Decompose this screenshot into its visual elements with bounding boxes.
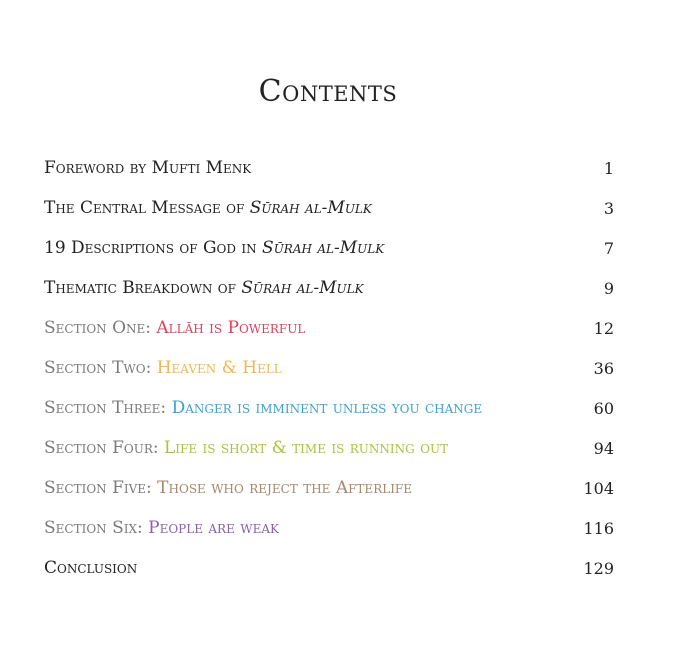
toc-entry-label <box>44 278 364 298</box>
toc-entry-label <box>44 478 412 498</box>
toc-entry-label <box>44 358 282 378</box>
toc-entry-label <box>44 318 305 338</box>
section-prefix: Section Five: <box>44 478 152 498</box>
section-prefix: Section One: <box>44 318 151 338</box>
toc-entry-label <box>44 438 448 458</box>
toc-entry-page: 7 <box>603 238 614 258</box>
toc-entry-section-two[interactable] <box>44 348 614 388</box>
toc-entry-label <box>44 238 384 258</box>
page-title: Contents <box>258 74 398 109</box>
section-subtitle: Allāh is Powerful <box>156 318 306 338</box>
toc-entry-label <box>44 518 279 538</box>
section-subtitle: People are weak <box>148 518 279 538</box>
toc-entry-page: 3 <box>603 198 614 218</box>
toc-entry-label-surah: Sūrah al-Mulk <box>249 198 372 218</box>
section-prefix: Section Three: <box>44 398 167 418</box>
section-subtitle: Those who reject the Afterlife <box>157 478 413 498</box>
toc-entry-page: 60 <box>593 398 614 418</box>
toc-entry-section-four[interactable] <box>44 428 614 468</box>
toc-entry-page: 9 <box>603 278 614 298</box>
toc-list <box>44 148 614 588</box>
toc-entry-label-surah: Sūrah al-Mulk <box>241 278 364 298</box>
toc-entry-section-five[interactable] <box>44 468 614 508</box>
toc-entry-label <box>44 198 372 218</box>
toc-entry-label-surah: Sūrah al-Mulk <box>262 238 385 258</box>
toc-entry-page: 36 <box>593 358 614 378</box>
toc-entry-section-three[interactable] <box>44 388 614 428</box>
toc-entry-section-one[interactable] <box>44 308 614 348</box>
section-prefix: Section Two: <box>44 358 152 378</box>
toc-entry-label-text: The Central Message of <box>44 198 250 218</box>
toc-entry-label: Conclusion <box>44 558 138 578</box>
section-subtitle: Danger is imminent unless you change <box>171 398 483 418</box>
toc-entry-section-six[interactable] <box>44 508 614 548</box>
toc-entry-label-text: 19 Descriptions of God in <box>44 238 263 258</box>
section-prefix: Section Four: <box>44 438 159 458</box>
toc-entry-label <box>44 398 482 418</box>
section-prefix: Section Six: <box>44 518 143 538</box>
toc-entry-page: 104 <box>583 478 614 498</box>
toc-entry-page: 116 <box>583 518 614 538</box>
section-subtitle: Life is short & time is running out <box>164 438 449 458</box>
toc-entry-label: Foreword by Mufti Menk <box>44 158 252 178</box>
toc-entry-page: 12 <box>593 318 614 338</box>
toc-entry-descriptions[interactable] <box>44 228 614 268</box>
toc-entry-conclusion[interactable] <box>44 548 614 588</box>
toc-entry-thematic-breakdown[interactable] <box>44 268 614 308</box>
section-subtitle: Heaven & Hell <box>156 358 282 378</box>
toc-entry-page: 129 <box>583 558 614 578</box>
toc-entry-foreword[interactable] <box>44 148 614 188</box>
toc-entry-page: 94 <box>593 438 614 458</box>
toc-entry-page: 1 <box>603 158 614 178</box>
toc-entry-label-text: Thematic Breakdown of <box>44 278 242 298</box>
toc-entry-central-message[interactable] <box>44 188 614 228</box>
